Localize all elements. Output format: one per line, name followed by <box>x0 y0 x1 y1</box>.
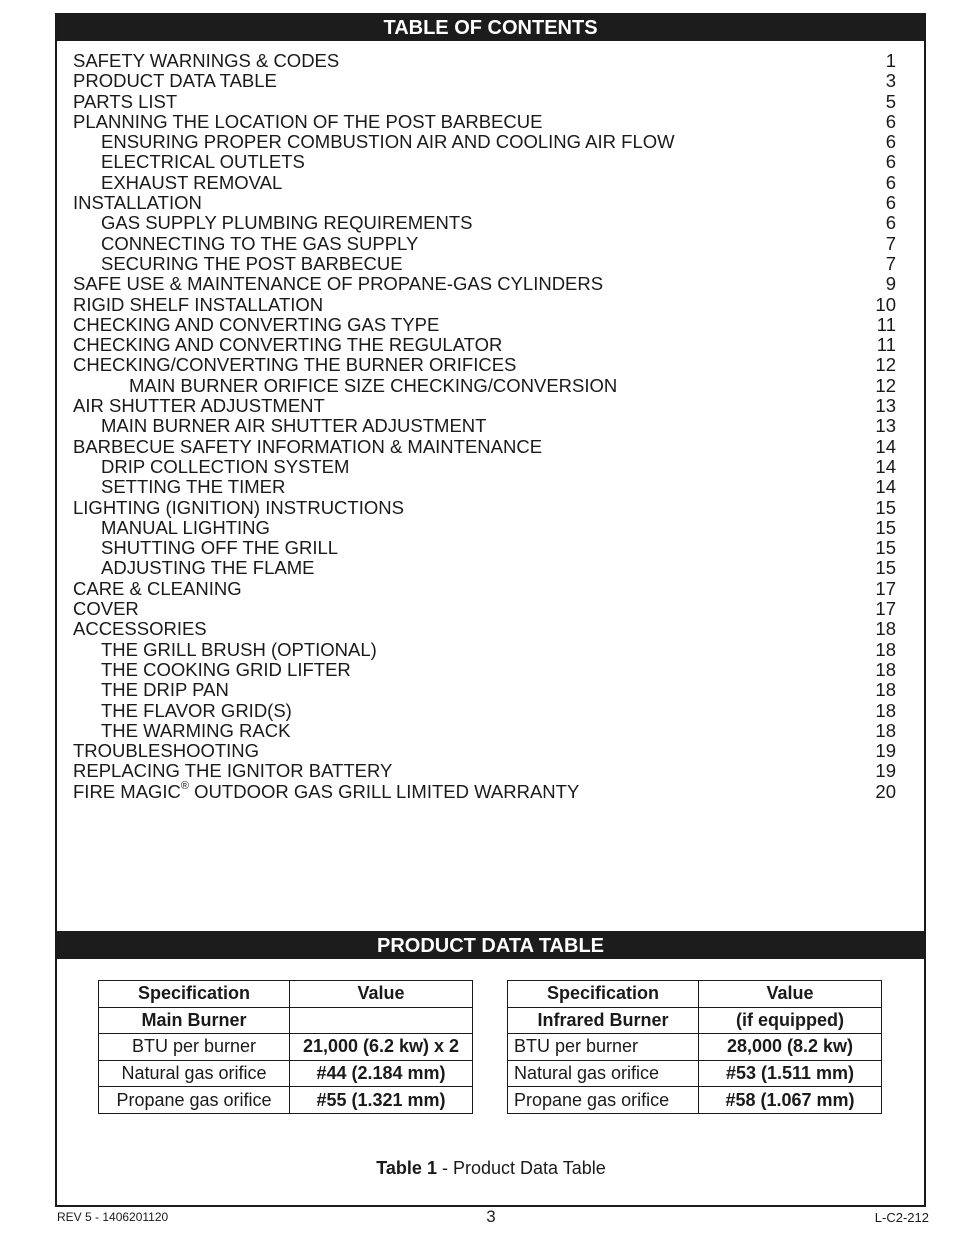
toc-entry <box>73 518 896 538</box>
toc-entry-page: 9 <box>885 273 896 295</box>
toc-entry <box>73 396 896 416</box>
toc-entry-text: CHECKING AND CONVERTING THE REGULATOR <box>73 334 503 356</box>
toc-entry-text: TROUBLESHOOTING <box>73 740 260 762</box>
main-burner-spec-table <box>98 980 473 1114</box>
table-row <box>508 1034 882 1061</box>
toc-entry <box>73 761 896 781</box>
toc-entry-text: CARE & CLEANING <box>73 577 242 599</box>
toc-entry-text: CHECKING/CONVERTING THE BURNER ORIFICES <box>73 354 517 376</box>
toc-entry-text: EXHAUST REMOVAL <box>101 171 283 193</box>
toc-entry <box>73 741 896 761</box>
toc-entry <box>73 295 896 315</box>
toc-entry-page: 15 <box>875 516 896 538</box>
toc-entry-text: PARTS LIST <box>73 90 178 112</box>
toc-entry-text: ELECTRICAL OUTLETS <box>101 151 305 173</box>
toc-entry-text: SECURING THE POST BARBECUE <box>101 252 403 274</box>
toc-entry <box>73 721 896 741</box>
toc-entry-title <box>73 213 472 233</box>
subheader-note: (if equipped) <box>699 1007 882 1034</box>
subheader-note <box>290 1007 473 1034</box>
toc-entry-title <box>73 376 617 396</box>
spec-label: BTU per burner <box>508 1034 699 1061</box>
toc-entry-text: PRODUCT DATA TABLE <box>73 70 277 92</box>
toc-entry-title <box>73 498 404 518</box>
toc-entry <box>73 416 896 436</box>
toc-entry-page: 18 <box>875 679 896 701</box>
toc-entry-text: MANUAL LIGHTING <box>101 516 270 538</box>
toc-entry-text: THE DRIP PAN <box>101 679 229 701</box>
spec-value: #53 (1.511 mm) <box>699 1060 882 1087</box>
toc-entry-title <box>73 254 403 274</box>
toc-entry <box>73 234 896 254</box>
toc-entry-title <box>73 660 351 680</box>
toc-entry-title <box>73 619 207 639</box>
toc-entry-page: 10 <box>875 293 896 315</box>
toc-entry-text: GAS SUPPLY PLUMBING REQUIREMENTS <box>101 212 473 234</box>
toc-entry-page: 11 <box>876 313 896 335</box>
toc-entry-page: 18 <box>875 618 896 640</box>
toc-entry <box>73 779 896 802</box>
toc-entry-page: 7 <box>885 252 896 274</box>
table-row <box>99 1087 473 1114</box>
toc-entry-page: 13 <box>875 415 896 437</box>
spec-value: 28,000 (8.2 kw) <box>699 1034 882 1061</box>
toc-entry-text: DRIP COLLECTION SYSTEM <box>101 455 350 477</box>
toc-entry-page: 14 <box>875 455 896 477</box>
spec-value: #55 (1.321 mm) <box>290 1087 473 1114</box>
toc-entry-title <box>73 416 486 436</box>
toc-entry-title <box>73 579 242 599</box>
toc-entry-title <box>73 599 139 619</box>
header-value: Value <box>290 981 473 1008</box>
toc-entry-title <box>73 51 339 71</box>
toc-entry-text: THE WARMING RACK <box>101 719 291 741</box>
toc-list <box>73 51 896 802</box>
toc-entry <box>73 254 896 274</box>
toc-entry-text: AIR SHUTTER ADJUSTMENT <box>73 395 325 417</box>
toc-entry-page: 14 <box>875 476 896 498</box>
toc-entry-page: 20 <box>875 780 896 802</box>
toc-heading: TABLE OF CONTENTS <box>57 13 924 41</box>
toc-entry-title <box>73 71 277 91</box>
toc-entry <box>73 477 896 497</box>
toc-entry-page: 17 <box>875 577 896 599</box>
toc-entry <box>73 579 896 599</box>
toc-entry <box>73 376 896 396</box>
spec-label: BTU per burner <box>99 1034 290 1061</box>
toc-entry <box>73 538 896 558</box>
toc-entry-title <box>73 152 305 172</box>
toc-entry-text: CHECKING AND CONVERTING GAS TYPE <box>73 313 440 335</box>
toc-entry-title <box>73 315 439 335</box>
caption-text: - Product Data Table <box>436 1158 606 1178</box>
toc-entry <box>73 92 896 112</box>
toc-entry-page: 15 <box>875 557 896 579</box>
toc-entry-page: 6 <box>885 192 896 214</box>
toc-entry-title <box>73 538 338 558</box>
toc-entry-text: THE COOKING GRID LIFTER <box>101 658 351 680</box>
product-data-heading: PRODUCT DATA TABLE <box>57 931 924 959</box>
toc-entry-title <box>73 193 202 213</box>
spec-label: Natural gas orifice <box>99 1060 290 1087</box>
toc-entry-page: 13 <box>875 395 896 417</box>
toc-entry <box>73 71 896 91</box>
toc-entry <box>73 193 896 213</box>
toc-entry <box>73 112 896 132</box>
toc-entry-title <box>73 295 323 315</box>
toc-entry <box>73 599 896 619</box>
toc-entry-title <box>73 92 177 112</box>
toc-entry-page: 17 <box>875 598 896 620</box>
toc-entry-page: 6 <box>885 171 896 193</box>
toc-entry-text: SETTING THE TIMER <box>101 476 286 498</box>
toc-entry-page: 15 <box>875 537 896 559</box>
toc-entry-text: ADJUSTING THE FLAME <box>101 557 315 579</box>
toc-entry-text: MAIN BURNER AIR SHUTTER ADJUSTMENT <box>101 415 487 437</box>
toc-entry <box>73 132 896 152</box>
toc-entry-text: BARBECUE SAFETY INFORMATION & MAINTENANCE <box>73 435 543 457</box>
toc-entry-title <box>73 132 675 152</box>
spec-label: Propane gas orifice <box>99 1087 290 1114</box>
toc-entry-title <box>73 437 542 457</box>
subheader-burner: Infrared Burner <box>508 1007 699 1034</box>
toc-entry-page: 19 <box>875 760 896 782</box>
toc-entry-page: 18 <box>875 699 896 721</box>
header-specification: Specification <box>508 981 699 1008</box>
toc-entry-page: 19 <box>875 740 896 762</box>
toc-entry-title <box>73 396 325 416</box>
toc-entry-title <box>73 640 377 660</box>
toc-entry-text: ENSURING PROPER COMBUSTION AIR AND COOLING AIR FLOW <box>101 131 675 153</box>
toc-entry-text: SAFE USE & MAINTENANCE OF PROPANE-GAS CYLINDERS <box>73 273 604 295</box>
toc-entry <box>73 701 896 721</box>
toc-entry-text: REPLACING THE IGNITOR BATTERY <box>73 760 393 782</box>
toc-entry-page: 6 <box>885 151 896 173</box>
toc-entry-text: LIGHTING (IGNITION) INSTRUCTIONS <box>73 496 404 518</box>
toc-entry <box>73 558 896 578</box>
table-row <box>99 1034 473 1061</box>
subheader-burner: Main Burner <box>99 1007 290 1034</box>
toc-entry-page: 15 <box>875 496 896 518</box>
toc-entry-title <box>73 779 580 802</box>
toc-entry-title <box>73 234 418 254</box>
spec-label: Propane gas orifice <box>508 1087 699 1114</box>
spec-label: Natural gas orifice <box>508 1060 699 1087</box>
toc-entry-title <box>73 335 502 355</box>
toc-entry-page: 12 <box>875 374 896 396</box>
toc-entry <box>73 640 896 660</box>
toc-entry <box>73 437 896 457</box>
table-row <box>508 1087 882 1114</box>
toc-entry-text: SHUTTING OFF THE GRILL <box>101 537 339 559</box>
toc-entry-title <box>73 558 314 578</box>
toc-entry-title <box>73 680 229 700</box>
toc-entry <box>73 315 896 335</box>
toc-entry-text: MAIN BURNER ORIFICE SIZE CHECKING/CONVERSION <box>129 374 618 396</box>
toc-entry-title <box>73 518 270 538</box>
toc-entry-text: PLANNING THE LOCATION OF THE POST BARBECUE <box>73 110 543 132</box>
toc-entry <box>73 660 896 680</box>
toc-entry <box>73 680 896 700</box>
toc-entry-title <box>73 721 290 741</box>
table-row <box>99 1060 473 1087</box>
caption-label: Table 1 <box>376 1158 437 1178</box>
toc-entry-title <box>73 274 603 294</box>
toc-entry-page: 3 <box>885 70 896 92</box>
toc-entry <box>73 51 896 71</box>
toc-entry <box>73 619 896 639</box>
toc-entry <box>73 335 896 355</box>
toc-entry-title <box>73 741 259 761</box>
toc-entry-title <box>73 355 516 375</box>
toc-entry-text: THE GRILL BRUSH (OPTIONAL) <box>101 638 377 660</box>
toc-entry-page: 18 <box>875 658 896 680</box>
toc-entry-page: 18 <box>875 719 896 741</box>
toc-entry-page: 12 <box>875 354 896 376</box>
header-specification: Specification <box>99 981 290 1008</box>
toc-entry-page: 7 <box>885 232 896 254</box>
toc-entry-text: SAFETY WARNINGS & CODES <box>73 50 340 71</box>
registered-mark: ® <box>180 779 190 792</box>
table-row <box>508 1060 882 1087</box>
spec-value: #58 (1.067 mm) <box>699 1087 882 1114</box>
toc-entry-page: 1 <box>885 50 896 71</box>
toc-entry <box>73 173 896 193</box>
toc-entry-page: 14 <box>875 435 896 457</box>
toc-entry-page: 6 <box>885 110 896 132</box>
toc-entry-text: RIGID SHELF INSTALLATION <box>73 293 324 315</box>
document-code: L-C2-212 <box>874 1210 929 1225</box>
toc-entry-title <box>73 173 282 193</box>
toc-entry-page: 18 <box>875 638 896 660</box>
toc-entry-title <box>73 112 542 132</box>
toc-entry-page: 6 <box>885 131 896 153</box>
toc-entry <box>73 355 896 375</box>
spec-value: 21,000 (6.2 kw) x 2 <box>290 1034 473 1061</box>
revision-code: REV 5 - 1406201120 <box>57 1210 169 1224</box>
toc-entry <box>73 457 896 477</box>
toc-entry <box>73 498 896 518</box>
toc-entry-text: FIRE MAGIC <box>73 780 181 802</box>
toc-entry-title <box>73 761 392 781</box>
toc-entry <box>73 152 896 172</box>
toc-entry <box>73 274 896 294</box>
toc-entry-page: 6 <box>885 212 896 234</box>
table-caption <box>0 1158 954 1179</box>
toc-entry-text: ACCESSORIES <box>73 618 207 640</box>
toc-entry-text: COVER <box>73 598 139 620</box>
toc-entry-page: 11 <box>876 334 896 356</box>
toc-entry-text: CONNECTING TO THE GAS SUPPLY <box>101 232 419 254</box>
spec-value: #44 (2.184 mm) <box>290 1060 473 1087</box>
page-number: 3 <box>486 1207 496 1226</box>
toc-entry <box>73 213 896 233</box>
toc-entry-text-continued: OUTDOOR GAS GRILL LIMITED WARRANTY <box>189 780 580 802</box>
toc-entry-title <box>73 457 349 477</box>
toc-entry-text: INSTALLATION <box>73 192 202 214</box>
toc-entry-title <box>73 477 285 497</box>
toc-entry-text: THE FLAVOR GRID(S) <box>101 699 292 721</box>
header-value: Value <box>699 981 882 1008</box>
toc-entry-page: 5 <box>885 90 896 112</box>
infrared-burner-spec-table <box>507 980 882 1114</box>
toc-entry-title <box>73 701 292 721</box>
